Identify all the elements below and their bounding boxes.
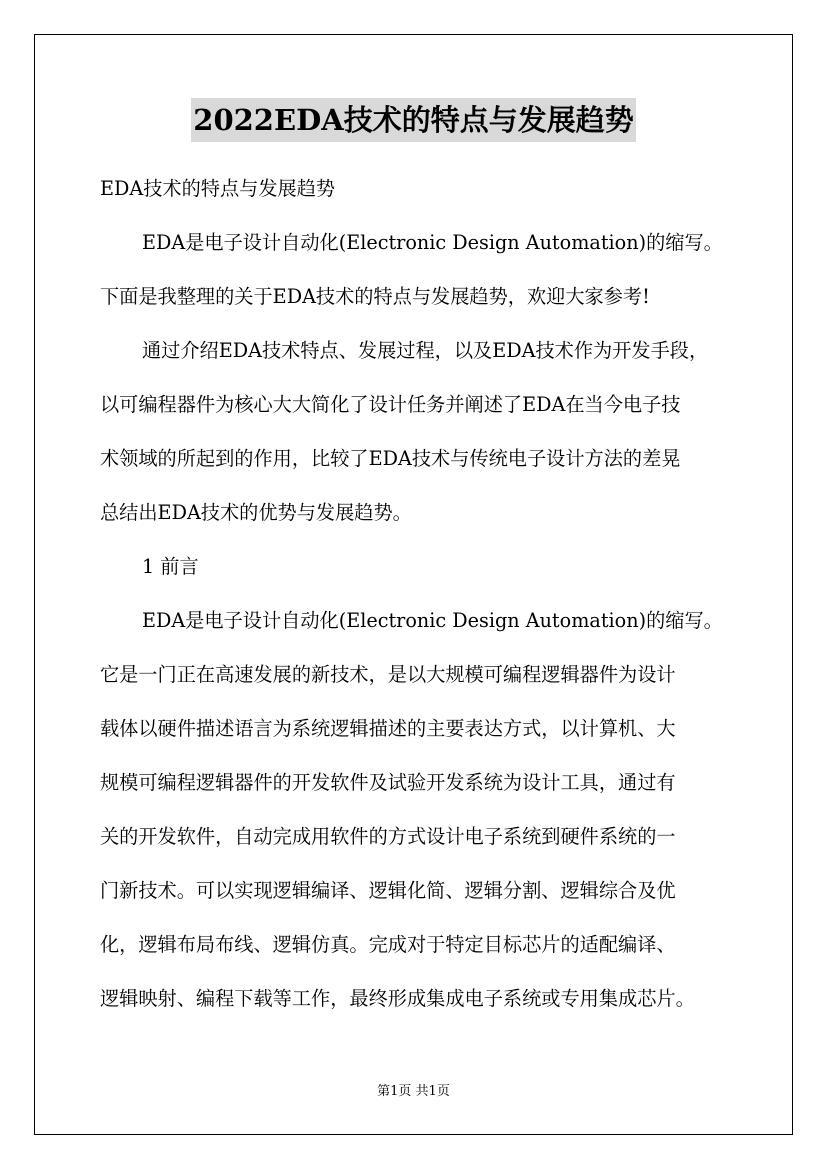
page-footer	[0, 1083, 827, 1101]
body-line: 规模可编程逻辑器件的开发软件及试验开发系统为设计工具，通过有	[100, 771, 676, 794]
body-line: 术领域的所起到的作用，比较了EDA技术与传统电子设计方法的差晃	[100, 447, 681, 470]
body-line: 关的开发软件，自动完成用软件的方式设计电子系统到硬件系统的一	[100, 825, 676, 848]
body-line: EDA技术的特点与发展趋势	[100, 177, 336, 200]
body-line: 下面是我整理的关于EDA技术的特点与发展趋势，欢迎大家参考!	[100, 285, 650, 308]
document-title: 2022EDA技术的特点与发展趋势	[191, 98, 635, 142]
body-line: EDA是电子设计自动化(Electronic Design Automation)的缩写。	[142, 231, 723, 254]
section-heading: 1 前言	[142, 555, 199, 578]
body-line: EDA是电子设计自动化(Electronic Design Automation)的缩写。	[142, 609, 723, 632]
document-body	[100, 176, 740, 1040]
page-number-label: 第1页 共1页	[377, 1084, 450, 1099]
body-line: 门新技术。可以实现逻辑编译、逻辑化简、逻辑分割、逻辑综合及优	[100, 879, 676, 902]
body-line: 通过介绍EDA技术特点、发展过程，以及EDA技术作为开发手段，	[142, 339, 709, 362]
title-container	[0, 98, 827, 142]
body-line: 它是一门正在高速发展的新技术，是以大规模可编程逻辑器件为设计	[100, 663, 676, 686]
body-line: 以可编程器件为核心大大简化了设计任务并阐述了EDA在当今电子技	[100, 393, 681, 416]
body-line: 载体以硬件描述语言为系统逻辑描述的主要表达方式，以计算机、大	[100, 717, 676, 740]
body-line: 逻辑映射、编程下载等工作，最终形成集成电子系统或专用集成芯片。	[100, 987, 695, 1010]
body-line: 化，逻辑布局布线、逻辑仿真。完成对于特定目标芯片的适配编译、	[100, 933, 676, 956]
body-line: 总结出EDA技术的优势与发展趋势。	[100, 501, 412, 524]
